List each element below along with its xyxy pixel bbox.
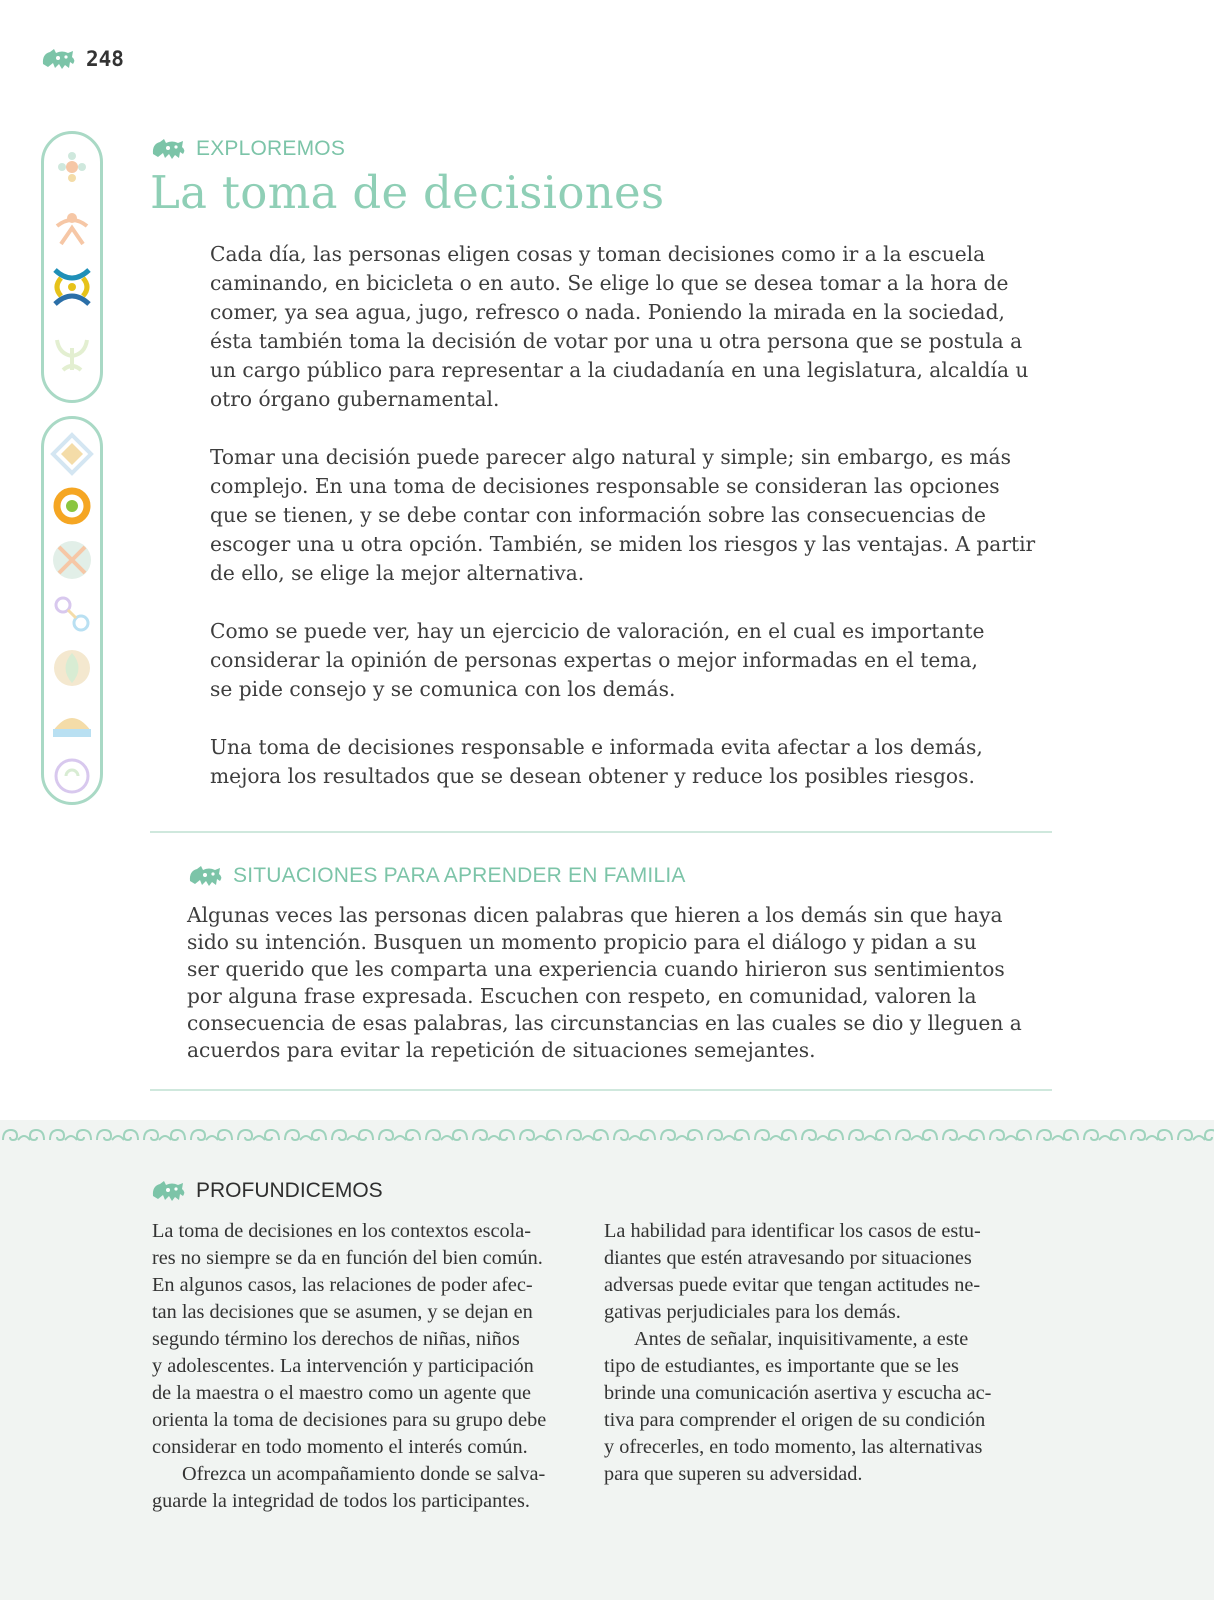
explore-body (210, 240, 1070, 820)
explore-section-label (150, 136, 345, 162)
text-line: diantes que estén atravesando por situaciones (604, 1247, 972, 1269)
text-line: segundo término los derechos de niñas, niños (152, 1328, 520, 1350)
deepen-paragraph (604, 1326, 1034, 1488)
page-title: La toma de decisiones (150, 166, 665, 219)
jaguar-glyph-icon (187, 863, 225, 889)
text-line: y ofrecerles, en todo momento, las alternativas (604, 1436, 983, 1458)
sprout-figure-icon (49, 328, 95, 374)
text-line: ser querido que les comparta una experiencia cuando hirieron sus sentimientos (187, 957, 1005, 981)
family-section-label (187, 863, 686, 889)
text-line: tan las decisiones que se asumen, y se dejan en (152, 1301, 533, 1323)
divider-top (150, 831, 1052, 833)
text-line: Una toma de decisiones responsable e informada evita afectar a los demás, (210, 735, 983, 759)
deepen-paragraph (152, 1461, 582, 1515)
text-line: y adolescentes. La intervención y participación (152, 1355, 534, 1377)
sun-figure-icon (49, 204, 95, 250)
deepen-section-label (150, 1178, 383, 1204)
text-line: otro órgano gubernamental. (210, 387, 500, 411)
text-line: Como se puede ver, hay un ejercicio de valoración, en el cual es importante (210, 619, 985, 643)
text-line: de la maestra o el maestro como un agente que (152, 1382, 531, 1404)
interlocking-arcs-icon (49, 264, 95, 310)
text-line: por alguna frase expresada. Escuchen con respeto, en comunidad, valoren la (187, 984, 977, 1008)
text-line: Tomar una decisión puede parecer algo natural y simple; sin embargo, es más (210, 445, 1011, 469)
text-line: se pide consejo y se comunica con los demás. (210, 677, 676, 701)
text-line: tiva para comprender el origen de su condición (604, 1409, 986, 1431)
explore-paragraph (210, 443, 1070, 588)
explore-paragraph (210, 733, 1070, 791)
text-line: La habilidad para identificar los casos de estu- (604, 1220, 981, 1242)
deepen-paragraph (152, 1218, 582, 1461)
text-line: Algunas veces las personas dicen palabras que hieren a los demás sin que haya (187, 903, 1003, 927)
text-line: caminando, en bicicleta o en auto. Se elige lo que se desea tomar a la hora de (210, 271, 1009, 295)
text-line: Cada día, las personas eligen cosas y toman decisiones como ir a la escuela (210, 242, 986, 266)
woven-square-icon (49, 537, 95, 583)
swirl-circle-icon (49, 753, 95, 799)
linked-circles-icon (49, 591, 95, 637)
page-header (40, 44, 124, 74)
text-line: adversas puede evitar que tengan actitudes ne- (604, 1274, 981, 1296)
text-line: La toma de decisiones en los contextos escola- (152, 1220, 532, 1242)
decorative-border (0, 1124, 1214, 1146)
text-line: gativas perjudiciales para los demás. (604, 1301, 901, 1323)
text-line: acuerdos para evitar la repetición de situaciones semejantes. (187, 1038, 816, 1062)
text-line: ésta también toma la decisión de votar por una u otra persona que se postula a (210, 329, 1023, 353)
text-line: brinde una comunicación asertiva y escucha ac- (604, 1382, 992, 1404)
text-line: En algunos casos, las relaciones de poder afec- (152, 1274, 533, 1296)
text-line: tipo de estudiantes, es importante que se les (604, 1355, 959, 1377)
spiral-ring-icon (49, 483, 95, 529)
jaguar-glyph-icon (150, 1178, 188, 1204)
sidebar-group-1 (41, 131, 103, 403)
divider-bottom (150, 1089, 1052, 1091)
text-line: Ofrezca un acompañamiento donde se salva- (182, 1463, 546, 1485)
text-line: Antes de señalar, inquisitivamente, a este (634, 1328, 969, 1350)
hill-icon (49, 699, 95, 745)
text-line: que se tienen, y se debe contar con información sobre las consecuencias de (210, 503, 987, 527)
family-body (187, 902, 1067, 1064)
deepen-label-text: PROFUNDICEMOS (196, 1179, 383, 1202)
text-line: guarde la integridad de todos los participantes. (152, 1490, 530, 1512)
explore-paragraph (210, 617, 1070, 704)
explore-label-text: EXPLOREMOS (196, 137, 346, 160)
jaguar-glyph-icon (40, 46, 78, 72)
deepen-paragraph (604, 1218, 1034, 1326)
text-line: orienta la toma de decisiones para su grupo debe (152, 1409, 547, 1431)
text-line: mejora los resultados que se desean obtener y reduce los posibles riesgos. (210, 764, 975, 788)
text-line: consecuencia de esas palabras, las circunstancias en las cuales se dio y lleguen a (187, 1011, 1022, 1035)
page-number: 248 (86, 47, 124, 71)
text-line: complejo. En una toma de decisiones responsable se consideran las opciones (210, 474, 1000, 498)
jaguar-glyph-icon (150, 136, 188, 162)
text-line: un cargo público para representar a la ciudadanía en una legislatura, alcaldía u (210, 358, 1029, 382)
text-line: considerar la opinión de personas expertas o mejor informadas en el tema, (210, 648, 978, 672)
text-line: res no siempre se da en función del bien común. (152, 1247, 543, 1269)
text-line: escoger una u otra opción. También, se miden los riesgos y las ventajas. A partir (210, 532, 1036, 556)
sidebar-group-2 (41, 416, 103, 805)
explore-paragraph (210, 240, 1070, 414)
deepen-left-column (152, 1218, 582, 1515)
text-line: considerar en todo momento el interés común. (152, 1436, 528, 1458)
floral-glyph-icon (49, 144, 95, 190)
text-line: para que superen su adversidad. (604, 1463, 863, 1485)
diamond-knot-icon (49, 431, 95, 477)
text-line: de ello, se elige la mejor alternativa. (210, 561, 585, 585)
leaf-medallion-icon (49, 645, 95, 691)
family-label-text: SITUACIONES PARA APRENDER EN FAMILIA (233, 864, 686, 887)
text-line: comer, ya sea agua, jugo, refresco o nada. Poniendo la mirada en la sociedad, (210, 300, 1005, 324)
text-line: sido su intención. Busquen un momento propicio para el diálogo y pidan a su (187, 930, 977, 954)
deepen-right-column (604, 1218, 1034, 1488)
